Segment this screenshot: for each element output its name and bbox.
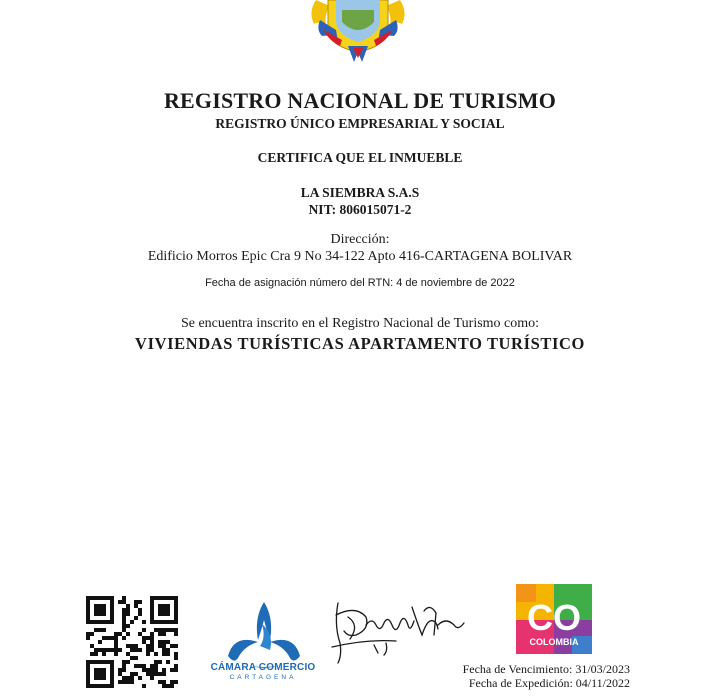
issue-date: Fecha de Expedición: 04/11/2022	[468, 676, 630, 690]
camara-name: CÁMARA COMERCIO	[210, 662, 316, 673]
address-label: Dirección:	[330, 232, 390, 247]
company-name: LA SIEMBRA S.A.S	[300, 185, 420, 200]
camara-comercio-caption	[208, 662, 318, 681]
signature-icon	[326, 595, 466, 665]
rtn-assignment-date: Fecha de asignación número del RTN: 4 de noviembre de 2022	[205, 277, 515, 289]
coat-of-arms-icon	[298, 0, 418, 62]
document-title: REGISTRO NACIONAL DE TURISMO	[163, 88, 557, 113]
expiry-date: Fecha de Vencimiento: 31/03/2023	[462, 662, 630, 676]
qr-code-icon	[86, 596, 178, 688]
camara-city: CARTAGENA	[229, 674, 297, 681]
document-subtitle: REGISTRO ÚNICO EMPRESARIAL Y SOCIAL	[215, 116, 505, 131]
address-value: Edificio Morros Epic Cra 9 No 34-122 Apto 416-CARTAGENA BOLIVAR	[147, 249, 573, 264]
colombia-brand-logo-icon	[516, 584, 592, 654]
company-nit: NIT: 806015071-2	[308, 202, 412, 217]
certifies-text: CERTIFICA QUE EL INMUEBLE	[257, 150, 463, 165]
colombia-word: COLOMBIA	[529, 637, 579, 647]
co-letters: CO	[527, 597, 581, 638]
tourism-category: VIVIENDAS TURÍSTICAS APARTAMENTO TURÍSTICO	[135, 334, 585, 353]
registered-as-label: Se encuentra inscrito en el Registro Nacional de Turismo como:	[180, 316, 540, 331]
